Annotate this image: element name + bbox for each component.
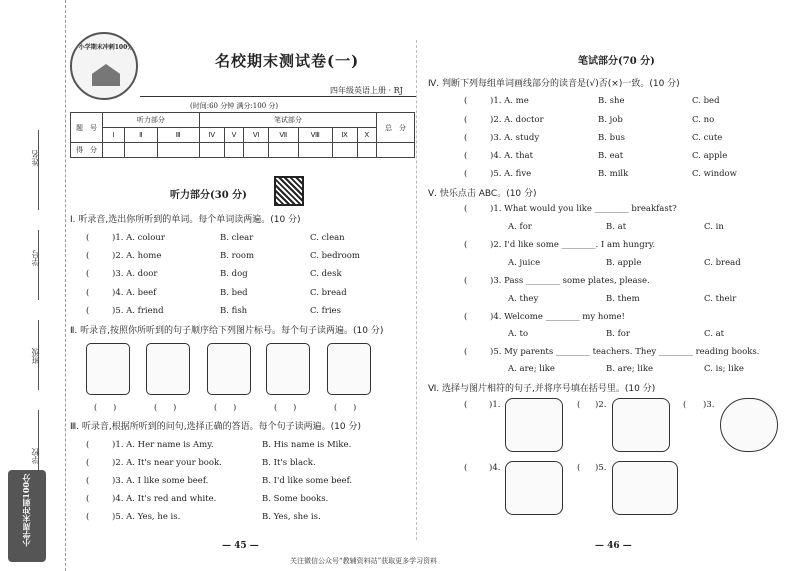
q5-item-1-q: )1. What would you like ________ breakfast? bbox=[490, 204, 677, 214]
q3-item-5-b: B. Yes, she is. bbox=[262, 512, 321, 522]
q4-item-5-a: )5. A. five bbox=[490, 169, 532, 179]
q4-item-2-a: )2. A. doctor bbox=[490, 115, 544, 125]
score-table bbox=[70, 112, 415, 158]
q3-item-5-a: )5. A. Yes, he is. bbox=[112, 512, 181, 522]
strip-line bbox=[38, 130, 39, 210]
score-cell bbox=[332, 143, 357, 158]
q5-item-3-q: )3. Pass ________ some plates, please. bbox=[490, 276, 650, 286]
brand-text: 小学周末冲刺100分 bbox=[21, 474, 31, 547]
picture-classroom-desk bbox=[612, 461, 678, 515]
q5-item-3-c: C. their bbox=[704, 294, 737, 304]
q5-title: Ⅴ. 快乐点击 ABC。(10 分) bbox=[428, 189, 537, 199]
q3-item-3-b: B. I'd like some beef. bbox=[262, 476, 353, 486]
name-label: 姓名 bbox=[31, 150, 40, 166]
q4-item-3-a: )3. A. study bbox=[490, 133, 540, 143]
q6-label-1: )1. bbox=[489, 400, 501, 410]
q6-label-4: )4. bbox=[489, 463, 501, 473]
q1-item-2: ( bbox=[86, 251, 90, 261]
picture-boy-sweeping bbox=[207, 343, 251, 395]
th-written: 笔试部分 bbox=[199, 113, 376, 128]
binding-strip bbox=[0, 0, 66, 571]
q5-item-5: ( bbox=[464, 347, 468, 357]
score-cell bbox=[224, 143, 243, 158]
page-divider bbox=[416, 40, 417, 540]
numeral: Ⅶ bbox=[269, 128, 299, 143]
q4-item-3: ( bbox=[464, 133, 468, 143]
q4-item-1-b: B. she bbox=[598, 96, 625, 106]
q4-item-4-b: B. eat bbox=[598, 151, 624, 161]
q5-item-4-a: A. to bbox=[508, 329, 529, 339]
q1-item-5-a: )5. A. friend bbox=[112, 306, 164, 316]
header-rule bbox=[140, 96, 416, 97]
q3-item-2-b: B. It's black. bbox=[262, 458, 316, 468]
q1-item-1-a: )1. A. colour bbox=[112, 233, 165, 243]
picture-family bbox=[612, 398, 670, 452]
th-listening: 听力部分 bbox=[103, 113, 200, 128]
q1-item-4-c: C. bread bbox=[310, 288, 347, 298]
q5-item-2-c: C. bread bbox=[704, 258, 741, 268]
q5-item-4: ( bbox=[464, 312, 468, 322]
picture-boy-face bbox=[720, 398, 778, 452]
q2-blank: ( ) bbox=[94, 403, 117, 412]
q6-label-5: )5. bbox=[595, 463, 607, 473]
q4-item-2: ( bbox=[464, 115, 468, 125]
q3-item-1-b: B. His name is Mike. bbox=[262, 440, 352, 450]
q4-item-5: ( bbox=[464, 169, 468, 179]
q3-item-4: ( bbox=[86, 494, 90, 504]
q5-item-3-b: B. them bbox=[606, 294, 640, 304]
q3-item-5: ( bbox=[86, 512, 90, 522]
score-cell bbox=[199, 143, 224, 158]
q2-blank: ( ) bbox=[334, 403, 357, 412]
q5-item-1-c: C. in bbox=[704, 222, 724, 232]
score-cell bbox=[103, 143, 125, 158]
q5-item-4-q: )4. Welcome ________ my home! bbox=[490, 312, 625, 322]
q5-item-5-q: )5. My parents ________ teachers. They ________ reading books. bbox=[490, 347, 760, 357]
q5-item-2-q: )2. I'd like some ________. I am hungry. bbox=[490, 240, 656, 250]
q2-blank: ( ) bbox=[154, 403, 177, 412]
q5-item-3: ( bbox=[464, 276, 468, 286]
qr-code bbox=[274, 176, 304, 206]
q4-item-4-c: C. apple bbox=[692, 151, 728, 161]
q3-item-2-a: )2. A. It's near your book. bbox=[112, 458, 222, 468]
picture-cooking bbox=[266, 343, 310, 395]
q5-item-5-a: A. are; like bbox=[508, 364, 555, 374]
class-label: 班级 bbox=[31, 348, 40, 364]
logo bbox=[70, 32, 138, 100]
q2-title: Ⅱ. 听录音,按照你所听到的句子顺序给下列图片标号。每个句子读两遍。(10 分) bbox=[70, 326, 384, 336]
q5-item-2: ( bbox=[464, 240, 468, 250]
q5-item-1: ( bbox=[464, 204, 468, 214]
q6-paren: ( bbox=[683, 400, 687, 410]
score-cell bbox=[357, 143, 376, 158]
q4-item-5-b: B. milk bbox=[598, 169, 629, 179]
score-cell bbox=[269, 143, 299, 158]
footer-note: 关注微信公众号“教辅资料站”获取更多学习资料 bbox=[290, 557, 438, 565]
q5-item-5-b: B. are; like bbox=[606, 364, 653, 374]
q4-item-2-c: C. no bbox=[692, 115, 715, 125]
q6-label-2: )2. bbox=[595, 400, 607, 410]
page-number-right: — 46 — bbox=[595, 541, 632, 551]
score-cell bbox=[157, 143, 199, 158]
numeral: Ⅱ bbox=[125, 128, 157, 143]
q4-item-1-c: C. bed bbox=[692, 96, 720, 106]
q6-paren: ( bbox=[464, 400, 468, 410]
q1-item-2-a: )2. A. home bbox=[112, 251, 162, 261]
numeral: Ⅵ bbox=[244, 128, 269, 143]
numeral: Ⅹ bbox=[357, 128, 376, 143]
th-number: 题 号 bbox=[71, 113, 103, 143]
q3-title: Ⅲ. 听录音,根据所听到的问句,选择正确的答语。每个句子读两遍。(10 分) bbox=[70, 422, 361, 432]
q5-item-4-c: C. at bbox=[704, 329, 725, 339]
score-cell bbox=[377, 143, 415, 158]
score-cell bbox=[244, 143, 269, 158]
picture-computer-room bbox=[505, 398, 563, 452]
q1-item-4-a: )4. A. beef bbox=[112, 288, 157, 298]
score-cell bbox=[125, 143, 157, 158]
q4-item-2-b: B. job bbox=[598, 115, 623, 125]
q4-item-3-b: B. bus bbox=[598, 133, 625, 143]
q1-item-1: ( bbox=[86, 233, 90, 243]
page-title: 名校期末测试卷(一) bbox=[215, 52, 360, 70]
id-label: 学号 bbox=[31, 250, 40, 266]
q1-item-5-b: B. fish bbox=[220, 306, 248, 316]
q3-item-1: ( bbox=[86, 440, 90, 450]
q3-item-3-a: )3. A. I like some beef. bbox=[112, 476, 209, 486]
q1-item-5: ( bbox=[86, 306, 90, 316]
q1-item-2-b: B. room bbox=[220, 251, 255, 261]
q1-item-4: ( bbox=[86, 288, 90, 298]
q6-paren: ( bbox=[577, 463, 581, 473]
q1-item-1-c: C. clean bbox=[310, 233, 345, 243]
numeral: Ⅲ bbox=[157, 128, 199, 143]
q5-item-2-a: A. juice bbox=[508, 258, 541, 268]
q5-item-3-a: A. they bbox=[508, 294, 539, 304]
q4-item-5-c: C. window bbox=[692, 169, 737, 179]
numeral: Ⅳ bbox=[199, 128, 224, 143]
house-icon bbox=[92, 64, 120, 86]
picture-lamp bbox=[86, 343, 130, 395]
grade-subtitle: 四年级英语上册 · RJ bbox=[330, 86, 403, 95]
school-label: 学校 bbox=[31, 448, 40, 464]
q4-item-1-a: )1. A. me bbox=[490, 96, 529, 106]
q2-blank: ( ) bbox=[214, 403, 237, 412]
q4-item-4: ( bbox=[464, 151, 468, 161]
time-note: (时间:60 分钟 满分:100 分) bbox=[190, 102, 279, 110]
q3-item-2: ( bbox=[86, 458, 90, 468]
th-total: 总 分 bbox=[377, 113, 415, 143]
q3-item-3: ( bbox=[86, 476, 90, 486]
q1-title: Ⅰ. 听录音,选出你所听到的单词。每个单词读两遍。(10 分) bbox=[70, 215, 301, 225]
q5-item-1-b: B. at bbox=[606, 222, 627, 232]
picture-girl-cat bbox=[146, 343, 190, 395]
q5-item-2-b: B. apple bbox=[606, 258, 642, 268]
q6-label-3: )3. bbox=[703, 400, 715, 410]
numeral: Ⅸ bbox=[332, 128, 357, 143]
q6-paren: ( bbox=[577, 400, 581, 410]
q1-item-1-b: B. clear bbox=[220, 233, 254, 243]
q1-item-3-c: C. desk bbox=[310, 269, 342, 279]
numeral: Ⅴ bbox=[224, 128, 243, 143]
score-cell bbox=[298, 143, 332, 158]
q5-item-4-b: B. for bbox=[606, 329, 630, 339]
picture-rice-bowl bbox=[505, 461, 563, 515]
q1-item-3-b: B. dog bbox=[220, 269, 248, 279]
q4-item-1: ( bbox=[464, 96, 468, 106]
q6-paren: ( bbox=[464, 463, 468, 473]
score-row-label: 得 分 bbox=[71, 143, 103, 158]
q3-item-4-b: B. Some books. bbox=[262, 494, 329, 504]
page-number-left: — 45 — bbox=[222, 541, 259, 551]
q5-item-1-a: A. for bbox=[508, 222, 532, 232]
q5-item-5-c: C. is; like bbox=[704, 364, 744, 374]
q6-title: Ⅵ. 选择与图片相符的句子,并将序号填在括号里。(10 分) bbox=[428, 384, 656, 394]
q1-item-2-c: C. bedroom bbox=[310, 251, 360, 261]
q4-item-4-a: )4. A. that bbox=[490, 151, 534, 161]
numeral: Ⅰ bbox=[103, 128, 125, 143]
numeral: Ⅷ bbox=[298, 128, 332, 143]
q4-title: Ⅳ. 判断下列每组单词画线部分的读音是(√)否(×)一致。(10 分) bbox=[428, 79, 680, 89]
q3-item-4-a: )4. A. It's red and white. bbox=[112, 494, 217, 504]
q2-blank: ( ) bbox=[274, 403, 297, 412]
q1-item-3-a: )3. A. door bbox=[112, 269, 158, 279]
written-heading: 笔试部分(70 分) bbox=[578, 56, 655, 67]
logo-text: 小学期末冲刺100分 bbox=[78, 44, 134, 51]
q1-item-4-b: B. bed bbox=[220, 288, 248, 298]
q3-item-1-a: )1. A. Her name is Amy. bbox=[112, 440, 214, 450]
brand-block bbox=[8, 470, 46, 562]
q1-item-3: ( bbox=[86, 269, 90, 279]
q4-item-3-c: C. cute bbox=[692, 133, 723, 143]
listening-heading: 听力部分(30 分) bbox=[170, 190, 247, 201]
q1-item-5-c: C. fries bbox=[310, 306, 341, 316]
picture-girl-reading bbox=[327, 343, 371, 395]
